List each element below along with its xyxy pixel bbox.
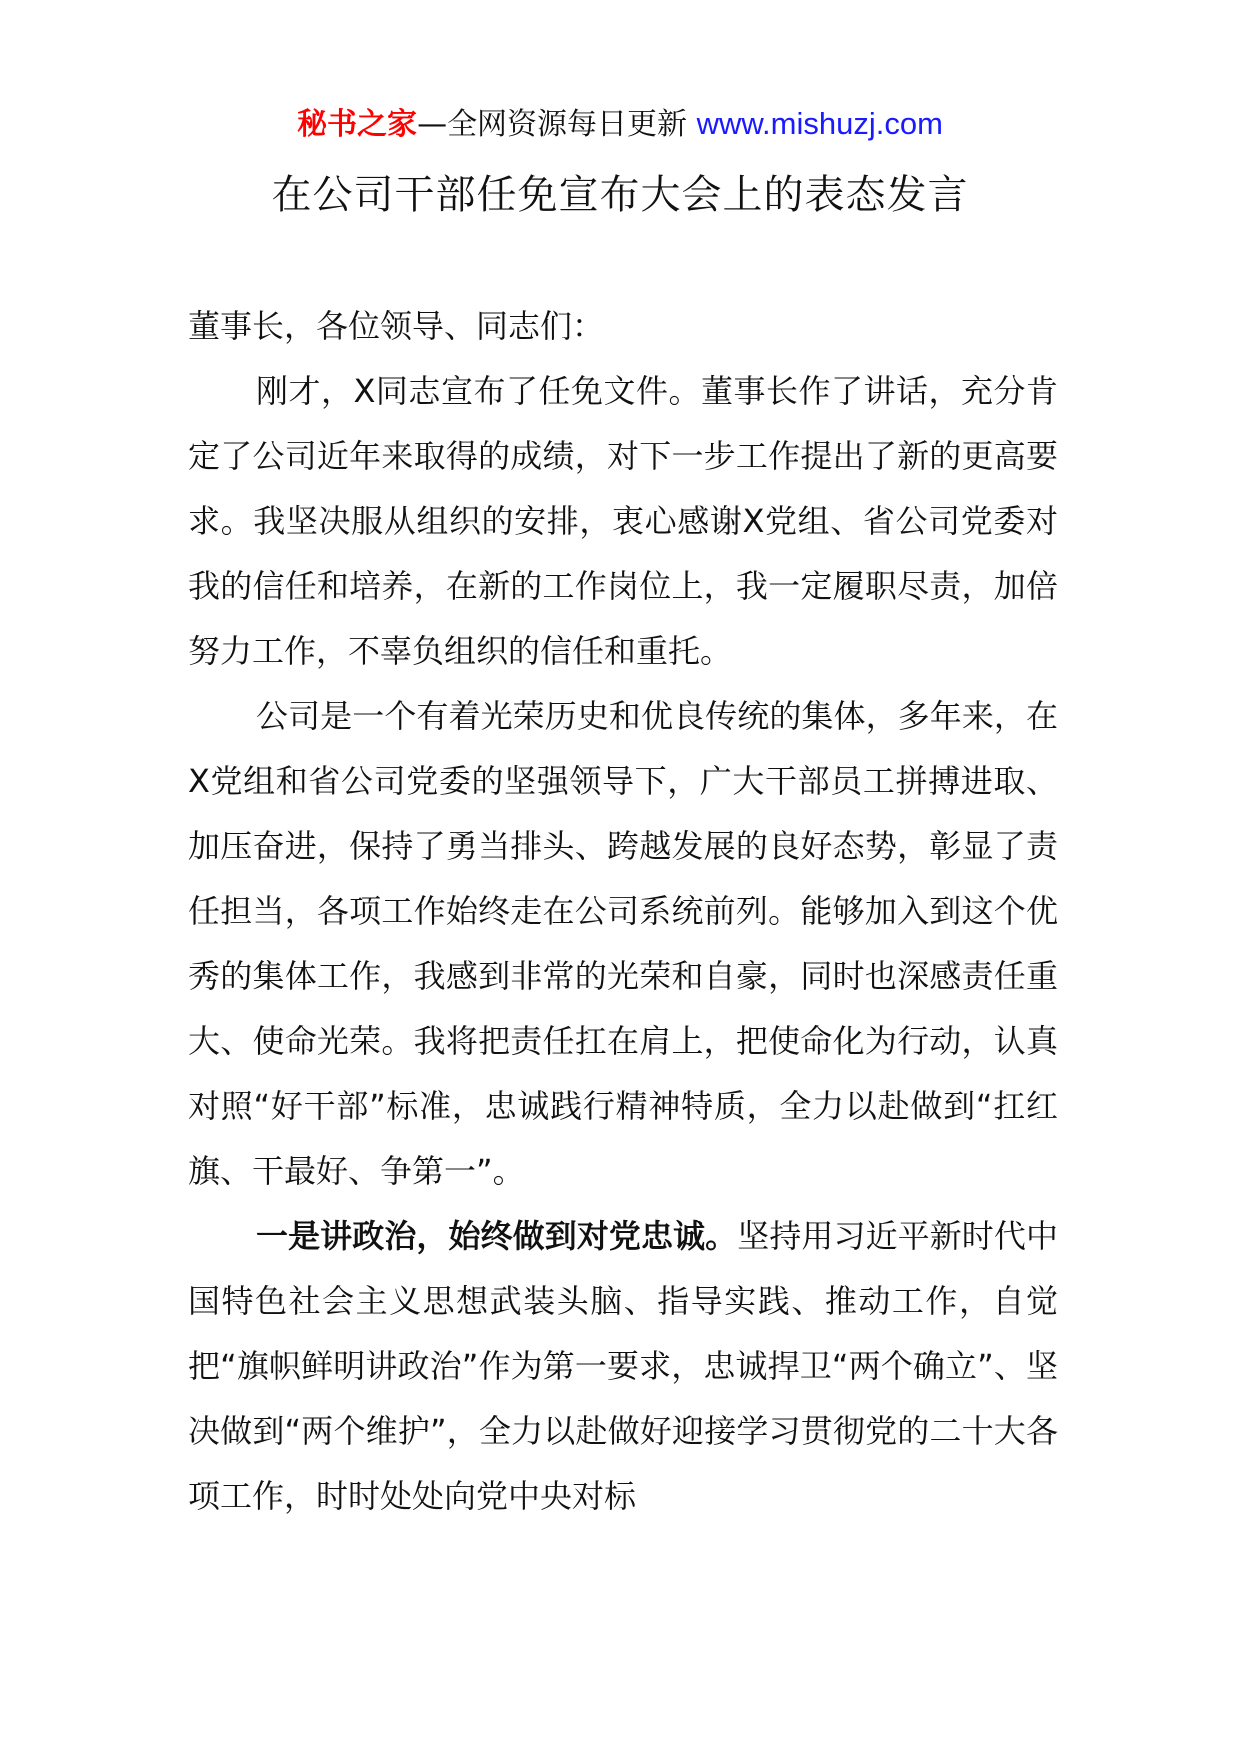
site-brand: 秘书之家 xyxy=(297,107,418,142)
paragraph-3-lead: 一是讲政治，始终做到对党忠诚。 xyxy=(256,1217,738,1255)
document-body xyxy=(188,294,1058,1529)
paragraph-3 xyxy=(188,1204,1058,1529)
site-header xyxy=(0,100,1240,149)
site-tagline: —全网资源每日更新 xyxy=(417,107,688,142)
paragraph-2: 公司是一个有着光荣历史和优良传统的集体，多年来，在X党组和省公司党委的坚强领导下，广大干部员工拼搏进取、加压奋进，保持了勇当排头、跨越发展的良好态势，彰显了责任担当，各项工作始终走在公司系统前列。能够加入到这个优秀的集体工作，我感到非常的光荣和自豪，同时也深感责任重大、使命光荣。我将把责任扛在肩上，把使命化为行动，认真对照“好干部”标准，忠诚践行精神特质，全力以赴做到“扛红旗、干最好、争第一”。 xyxy=(188,697,1058,1190)
paragraph-3-rest: 坚持用习近平新时代中国特色社会主义思想武装头脑、指导实践、推动工作，自觉把“旗帜鲜明讲政治”作为第一要求，忠诚捍卫“两个确立”、坚决做到“两个维护”，全力以赴做好迎接学习贯彻党的二十大各项工作，时时处处向党中央对标 xyxy=(188,1217,1058,1515)
salutation: 董事长，各位领导、同志们： xyxy=(188,307,605,345)
document-title: 在公司干部任免宣布大会上的表态发言 xyxy=(271,172,969,218)
site-url-link[interactable]: www.mishuzj.com xyxy=(696,106,943,141)
paragraph-1: 刚才，X同志宣布了任免文件。董事长作了讲话，充分肯定了公司近年来取得的成绩，对下一步工作提出了新的更高要求。我坚决服从组织的安排，衷心感谢X党组、省公司党委对我的信任和培养，在新的工作岗位上，我一定履职尽责，加倍努力工作，不辜负组织的信任和重托。 xyxy=(188,372,1058,670)
